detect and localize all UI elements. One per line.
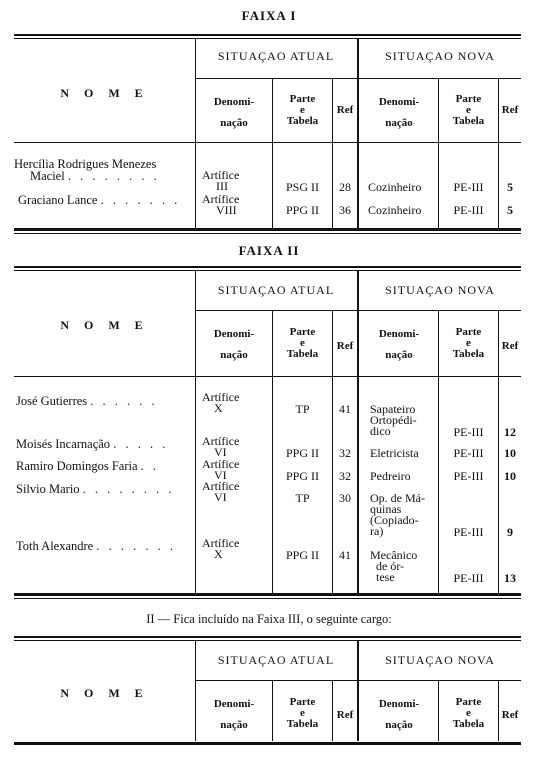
new-denominacao-header: Denomi- nação (378, 698, 420, 731)
denominacao-header: Denomi- nação (213, 328, 255, 361)
parte-tabela-header: Parte e Tabela (286, 696, 319, 730)
new-parte-tabela: PE-III (453, 203, 484, 217)
ref: 41 (339, 402, 351, 416)
new-parte-tabela: PE-III (453, 571, 484, 585)
new-denominacao: Op. de Má- quinas (Copiado- ra) (370, 491, 425, 538)
parte-tabela: PPG II (285, 446, 319, 460)
denominacao: Artífice X (202, 536, 240, 561)
employee-name: Hercília Rodrigues Menezes (14, 157, 157, 171)
ref: 32 (339, 446, 351, 460)
new-denominacao: Sapateiro Ortopédi- dico (370, 402, 417, 438)
ref: 41 (339, 548, 351, 562)
nome-header: N O M E (60, 86, 149, 100)
new-ref: 9 (507, 525, 513, 539)
new-denominacao: Cozinheiro (368, 203, 422, 217)
new-ref: 13 (504, 571, 516, 585)
new-parte-tabela-header: Parte e Tabela (452, 93, 485, 127)
ref: 32 (339, 469, 351, 483)
parte-tabela-header: Parte e Tabela (286, 93, 319, 127)
situacao-nova-header: SITUAÇAO NOVA (385, 653, 495, 667)
denominacao-header: Denomi- nação (213, 698, 255, 731)
faixa1-title: FAIXA I (241, 8, 297, 23)
new-parte-tabela-header: Parte e Tabela (452, 326, 485, 360)
ref-header: Ref (336, 709, 354, 721)
situacao-atual-header: SITUAÇAO ATUAL (217, 283, 335, 297)
new-ref: 10 (504, 446, 516, 460)
faixa3-note: II — Fica incluído na Faixa III, o seguinte cargo: (146, 612, 392, 626)
new-denominacao-header: Denomi- nação (378, 96, 420, 129)
employee-name: Moisés Incarnação . . . . . (16, 437, 169, 451)
new-denominacao: Eletricista (370, 446, 419, 460)
new-ref-header: Ref (501, 340, 519, 352)
parte-tabela: TP (295, 491, 310, 505)
situacao-nova-header: SITUAÇAO NOVA (385, 283, 495, 297)
employee-name: Toth Alexandre . . . . . . . (16, 539, 176, 553)
ref: 36 (339, 203, 351, 217)
new-ref: 5 (507, 203, 513, 217)
nome-header: N O M E (60, 686, 149, 700)
new-ref-header: Ref (501, 709, 519, 721)
employee-name-cont: Maciel . . . . . . . . (30, 169, 160, 183)
parte-tabela: PPG II (285, 548, 319, 562)
employee-name: José Gutierres . . . . . . (16, 394, 158, 408)
parte-tabela: TP (295, 402, 310, 416)
new-parte-tabela: PE-III (453, 525, 484, 539)
situacao-atual-header: SITUAÇAO ATUAL (217, 49, 335, 63)
new-denominacao: Pedreiro (370, 469, 411, 483)
denominacao: Artífice VIII (202, 192, 240, 217)
employee-name: Graciano Lance . . . . . . . (18, 193, 181, 207)
ref: 28 (339, 180, 351, 194)
ref-header: Ref (336, 340, 354, 352)
new-ref: 10 (504, 469, 516, 483)
parte-tabela-header: Parte e Tabela (286, 326, 319, 360)
ref-header: Ref (336, 104, 354, 116)
denominacao: Artífice VI (202, 457, 240, 482)
denominacao: Artífice X (202, 390, 240, 415)
denominacao-header: Denomi- nação (213, 96, 255, 129)
new-parte-tabela: PE-III (453, 446, 484, 460)
parte-tabela: PPG II (285, 469, 319, 483)
new-parte-tabela-header: Parte e Tabela (452, 696, 485, 730)
new-ref: 12 (504, 425, 516, 439)
new-denominacao-header: Denomi- nação (378, 328, 420, 361)
new-denominacao: Mecânico de ór- tese (370, 548, 418, 584)
new-ref: 5 (507, 180, 513, 194)
new-ref-header: Ref (501, 104, 519, 116)
new-parte-tabela: PE-III (453, 425, 484, 439)
parte-tabela: PPG II (285, 203, 319, 217)
situacao-nova-header: SITUAÇAO NOVA (385, 49, 495, 63)
denominacao: Artífice VI (202, 434, 240, 459)
denominacao: Artífice III (202, 168, 240, 193)
new-denominacao: Cozinheiro (368, 180, 422, 194)
faixa2-title: FAIXA II (238, 243, 300, 258)
denominacao: Artífice VI (202, 479, 240, 504)
employee-name: Silvio Mario . . . . . . . . (16, 482, 175, 496)
employee-name: Ramiro Domingos Faria . . (16, 459, 160, 473)
situacao-atual-header: SITUAÇAO ATUAL (217, 653, 335, 667)
new-parte-tabela: PE-III (453, 180, 484, 194)
parte-tabela: PSG II (285, 180, 319, 194)
new-parte-tabela: PE-III (453, 469, 484, 483)
nome-header: N O M E (60, 318, 149, 332)
ref: 30 (339, 491, 351, 505)
